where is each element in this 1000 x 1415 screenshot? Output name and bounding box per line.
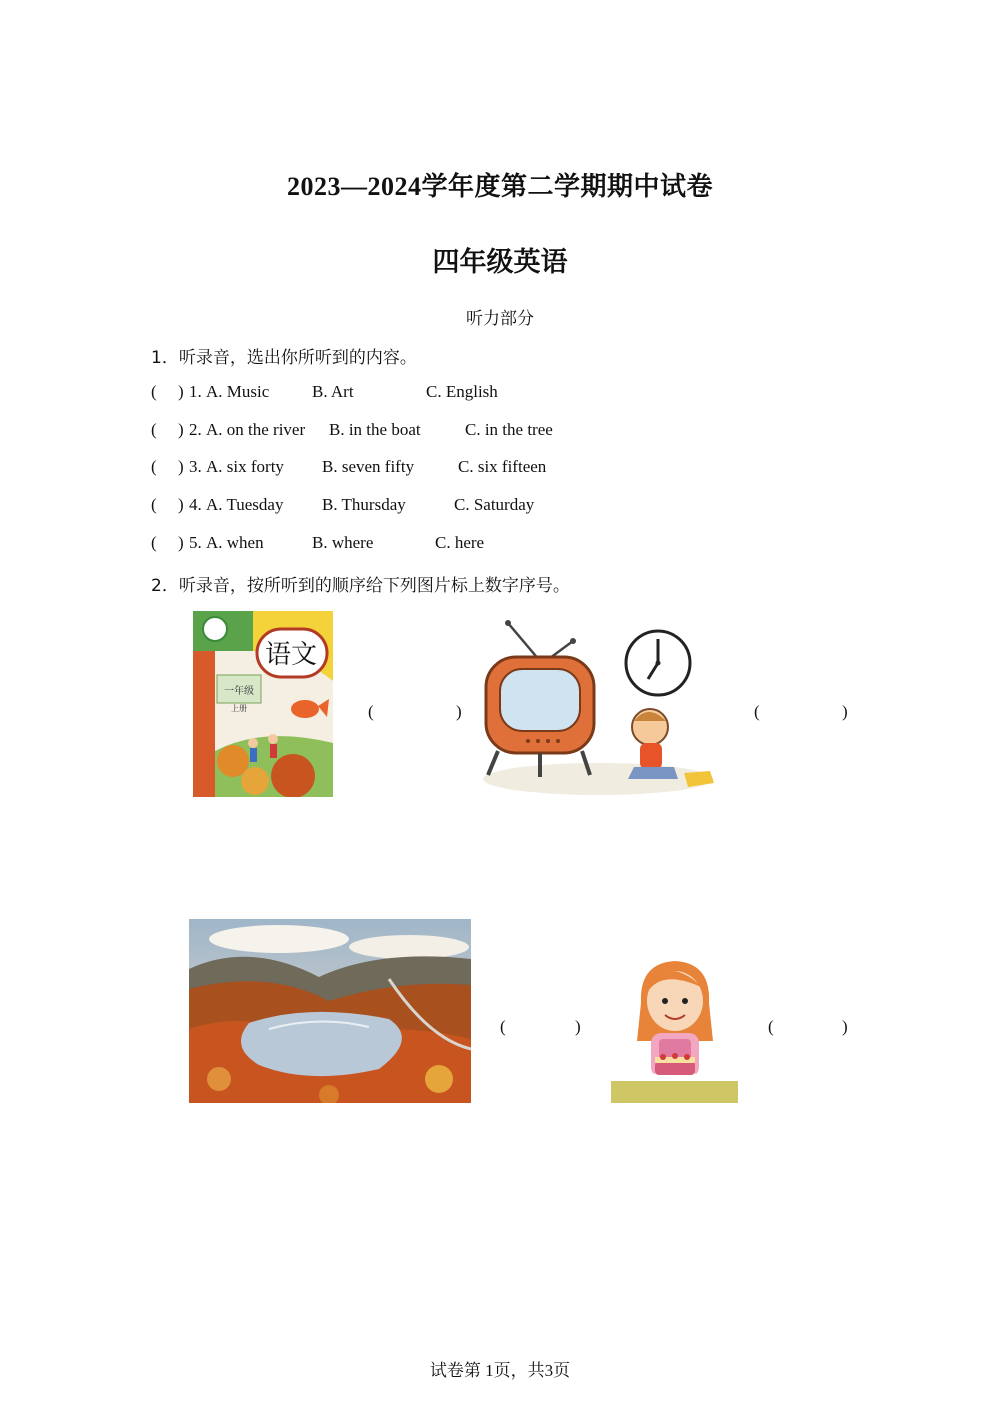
girl-making-cake-picture bbox=[611, 957, 738, 1103]
section-title: 听力部分 bbox=[466, 309, 534, 329]
item-number: 3. bbox=[189, 457, 202, 476]
item-number: 4. bbox=[189, 495, 202, 514]
tv-clock-child-picture bbox=[478, 617, 720, 799]
answer-close-paren: ) bbox=[178, 457, 184, 476]
option-c: C. in the tree bbox=[465, 420, 553, 439]
answer-open-paren: ( bbox=[368, 702, 374, 721]
option-c: C. Saturday bbox=[454, 495, 535, 514]
item-number: 1. bbox=[189, 382, 202, 401]
item-number: 5. bbox=[189, 533, 202, 552]
q2-heading: 2．听录音，按所听到的顺序给下列图片标上数字序号。 bbox=[151, 576, 570, 596]
option-b: B. in the boat bbox=[329, 420, 421, 439]
page-footer: 试卷第 1页，共3页 bbox=[429, 1361, 571, 1380]
exam-subtitle: 四年级英语 bbox=[432, 247, 568, 277]
answer-close-paren: ) bbox=[575, 1017, 581, 1036]
option-c: C. six fifteen bbox=[458, 457, 547, 476]
option-a: A. Music bbox=[206, 382, 270, 401]
answer-open-paren: ( bbox=[151, 533, 157, 552]
answer-close-paren: ) bbox=[178, 420, 184, 439]
answer-close-paren: ) bbox=[456, 702, 462, 721]
cover-volume: 上册 bbox=[231, 704, 247, 713]
answer-open-paren: ( bbox=[151, 420, 157, 439]
exam-title: 2023—2024学年度第二学期期中试卷 bbox=[286, 172, 713, 201]
answer-close-paren: ) bbox=[178, 533, 184, 552]
answer-open-paren: ( bbox=[768, 1017, 774, 1036]
option-a: A. on the river bbox=[206, 420, 306, 439]
cover-title: 语文 bbox=[264, 640, 318, 670]
answer-open-paren: ( bbox=[754, 702, 760, 721]
answer-close-paren: ) bbox=[178, 382, 184, 401]
chinese-textbook-picture bbox=[193, 611, 333, 797]
answer-open-paren: ( bbox=[500, 1017, 506, 1036]
option-b: B. Art bbox=[312, 382, 354, 401]
autumn-lake-picture bbox=[189, 919, 471, 1103]
answer-close-paren: ) bbox=[178, 495, 184, 514]
option-b: B. where bbox=[312, 533, 374, 552]
q1-heading: 1．听录音，选出你所听到的内容。 bbox=[151, 348, 417, 368]
option-a: A. when bbox=[206, 533, 264, 552]
answer-close-paren: ) bbox=[842, 1017, 848, 1036]
answer-close-paren: ) bbox=[842, 702, 848, 721]
option-c: C. here bbox=[435, 533, 485, 552]
option-a: A. six forty bbox=[206, 457, 284, 476]
option-b: B. Thursday bbox=[322, 495, 406, 514]
option-c: C. English bbox=[426, 382, 498, 401]
item-number: 2. bbox=[189, 420, 202, 439]
option-b: B. seven fifty bbox=[322, 457, 415, 476]
cover-grade: 一年级 bbox=[224, 686, 254, 697]
answer-open-paren: ( bbox=[151, 457, 157, 476]
answer-open-paren: ( bbox=[151, 382, 157, 401]
answer-open-paren: ( bbox=[151, 495, 157, 514]
option-a: A. Tuesday bbox=[206, 495, 284, 514]
